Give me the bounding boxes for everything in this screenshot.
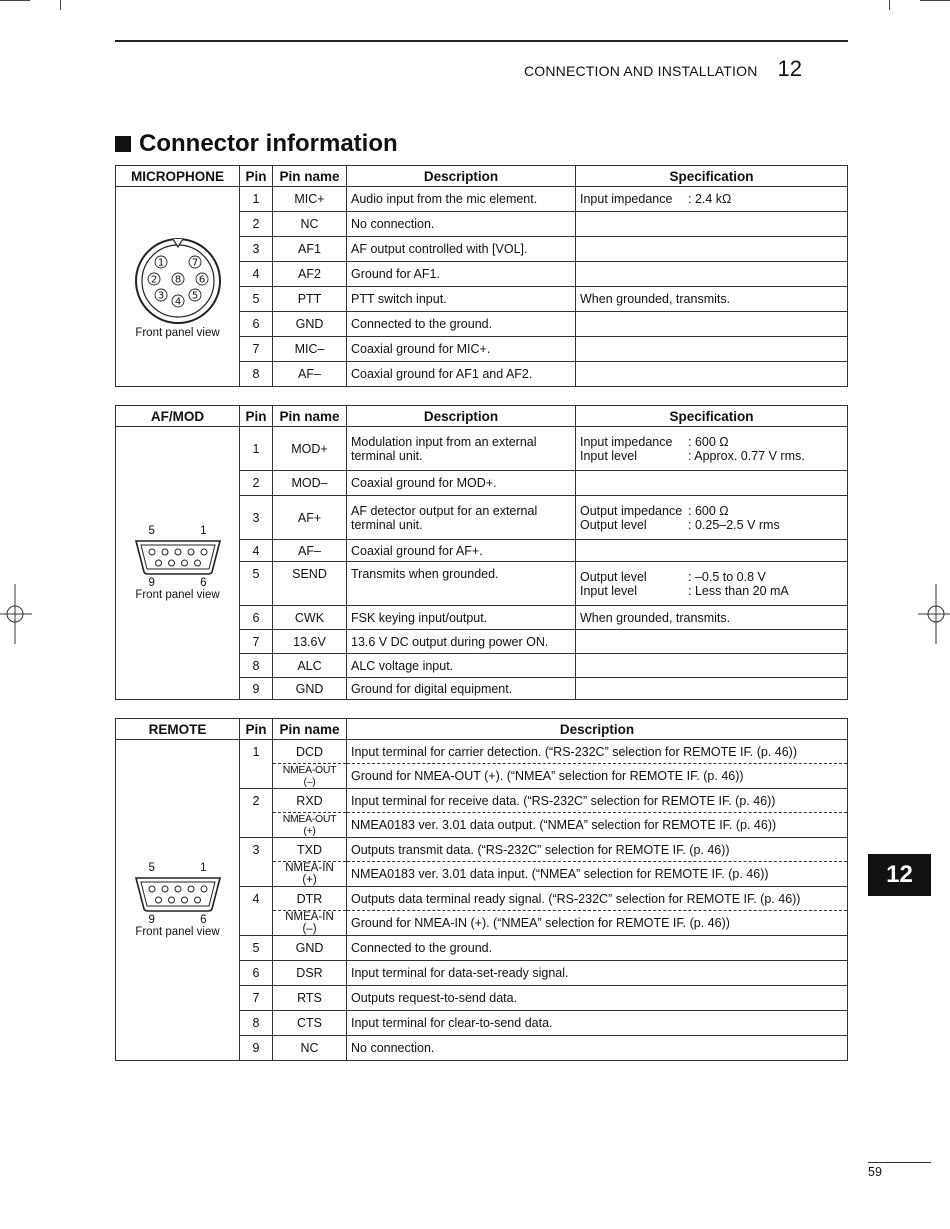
running-header xyxy=(524,56,802,82)
page-heading xyxy=(115,130,398,158)
pin-name: AF– xyxy=(273,540,347,562)
pin-alt-description: Ground for NMEA-IN (+). (“NMEA” selection for REMOTE IF. (p. 46)) xyxy=(347,911,848,936)
pin-description: FSK keying input/output. xyxy=(347,606,576,630)
pin-description: Coaxial ground for AF+. xyxy=(347,540,576,562)
column-header: Pin xyxy=(240,719,273,740)
pin-label: 5 xyxy=(148,862,155,874)
pin-specification xyxy=(576,471,848,496)
spec-key: Input level xyxy=(580,583,637,598)
dsub9-connector-icon xyxy=(132,537,224,577)
pin-specification xyxy=(576,496,848,540)
dsub9-connector-icon xyxy=(132,874,224,914)
pin-label: 4 xyxy=(174,296,181,307)
pin-description: ALC voltage input. xyxy=(347,654,576,678)
chapter-side-tab: 12 xyxy=(868,854,931,896)
spec-value: : 600 Ω xyxy=(688,434,729,449)
pin-label: 3 xyxy=(157,290,164,301)
pin-name: MIC– xyxy=(273,337,347,362)
pin-name: AF+ xyxy=(273,496,347,540)
spec-key: Output level xyxy=(580,517,647,532)
pin-name: NC xyxy=(273,212,347,237)
column-header: AF/MOD xyxy=(116,406,240,427)
pin-description: Outputs request-to-send data. xyxy=(347,986,848,1011)
pin-number: 1 xyxy=(240,427,273,471)
pin-name: RXD xyxy=(273,789,347,813)
pin-number: 9 xyxy=(240,678,273,700)
pin-specification xyxy=(576,427,848,471)
pin-name: CWK xyxy=(273,606,347,630)
pin-label: 7 xyxy=(191,257,198,268)
pin-label: 9 xyxy=(148,577,155,589)
pin-number: 5 xyxy=(240,936,273,961)
spec-value: : Less than 20 mA xyxy=(688,583,789,598)
pin-alt-description: NMEA0183 ver. 3.01 data input. (“NMEA” selection for REMOTE IF. (p. 46)) xyxy=(347,862,848,887)
pin-description: Input terminal for data-set-ready signal. xyxy=(347,961,848,986)
front-panel-view-caption: Front panel view xyxy=(135,326,220,339)
column-header: Description xyxy=(347,166,576,187)
pin-label: 2 xyxy=(150,274,157,285)
pin-specification xyxy=(576,262,848,287)
pin-alt-name: NMEA-OUT (–) xyxy=(273,764,347,789)
pin-name: PTT xyxy=(273,287,347,312)
pin-name: AF– xyxy=(273,362,347,387)
pin-description: Connected to the ground. xyxy=(347,312,576,337)
pin-label: 5 xyxy=(191,290,198,301)
pin-alt-name: NMEA-IN (–) xyxy=(273,911,347,936)
pin-specification xyxy=(576,540,848,562)
microphone-connector-icon xyxy=(133,235,223,327)
front-panel-view-caption: Front panel view xyxy=(135,589,220,601)
pin-name: ALC xyxy=(273,654,347,678)
column-header: Pin name xyxy=(273,719,347,740)
pin-description: Connected to the ground. xyxy=(347,936,848,961)
pin-number: 7 xyxy=(240,986,273,1011)
pin-name: DTR xyxy=(273,887,347,911)
front-panel-view-caption: Front panel view xyxy=(135,926,220,938)
column-header: Description xyxy=(347,719,848,740)
pin-description: Ground for digital equipment. xyxy=(347,678,576,700)
pin-description: Input terminal for receive data. (“RS-232C” selection for REMOTE IF. (p. 46)) xyxy=(347,789,848,813)
page-heading-text: Connector information xyxy=(139,130,398,157)
pin-specification xyxy=(576,678,848,700)
pin-name: SEND xyxy=(273,562,347,606)
pin-number: 9 xyxy=(240,1036,273,1061)
pin-number: 2 xyxy=(240,471,273,496)
table-row xyxy=(116,187,848,212)
dsub-connector xyxy=(123,862,233,926)
pin-description: No connection. xyxy=(347,1036,848,1061)
pin-name: MOD+ xyxy=(273,427,347,471)
pin-label: 5 xyxy=(148,525,155,537)
pin-alt-name: NMEA-OUT (+) xyxy=(273,813,347,838)
pin-specification xyxy=(576,362,848,387)
pin-number: 4 xyxy=(240,540,273,562)
pin-name: NC xyxy=(273,1036,347,1061)
pin-description: 13.6 V DC output during power ON. xyxy=(347,630,576,654)
column-header: Specification xyxy=(576,166,848,187)
table-row xyxy=(116,427,848,471)
column-header: Pin name xyxy=(273,406,347,427)
pin-number: 4 xyxy=(240,262,273,287)
pin-name: DSR xyxy=(273,961,347,986)
pin-label: 1 xyxy=(157,257,164,268)
pin-name: AF1 xyxy=(273,237,347,262)
pin-description: Input terminal for carrier detection. (“RS-232C” selection for REMOTE IF. (p. 46)) xyxy=(347,740,848,764)
pin-description: Audio input from the mic element. xyxy=(347,187,576,212)
pin-name: 13.6V xyxy=(273,630,347,654)
pin-number: 6 xyxy=(240,606,273,630)
pin-description: AF output controlled with [VOL]. xyxy=(347,237,576,262)
pin-label: 6 xyxy=(198,274,205,285)
pin-number: 4 xyxy=(240,887,273,936)
spec-key: Input impedance xyxy=(580,192,673,206)
pin-name: MIC+ xyxy=(273,187,347,212)
crop-mark xyxy=(920,0,950,1)
table-row xyxy=(116,740,848,764)
pin-description: Input terminal for clear-to-send data. xyxy=(347,1011,848,1036)
pin-description: Coaxial ground for AF1 and AF2. xyxy=(347,362,576,387)
section-title: CONNECTION AND INSTALLATION xyxy=(523,63,758,79)
pin-number: 5 xyxy=(240,562,273,606)
pin-specification xyxy=(576,237,848,262)
column-header: MICROPHONE xyxy=(116,166,240,187)
pin-number: 3 xyxy=(240,838,273,887)
spec-value: : 2.4 kΩ xyxy=(688,192,732,206)
table-header xyxy=(116,406,848,427)
pin-description: Coaxial ground for MOD+. xyxy=(347,471,576,496)
registration-mark-icon xyxy=(918,584,950,644)
pin-number: 7 xyxy=(240,337,273,362)
pin-number: 3 xyxy=(240,237,273,262)
pin-specification xyxy=(576,312,848,337)
pin-alt-description: Ground for NMEA-OUT (+). (“NMEA” selection for REMOTE IF. (p. 46)) xyxy=(347,764,848,789)
pin-number: 3 xyxy=(240,496,273,540)
pin-number: 5 xyxy=(240,287,273,312)
pin-number: 2 xyxy=(240,789,273,838)
pin-specification xyxy=(576,212,848,237)
column-header: Pin xyxy=(240,166,273,187)
pin-description: AF detector output for an external terminal unit. xyxy=(347,496,576,540)
pin-description: Outputs data terminal ready signal. (“RS-232C” selection for REMOTE IF. (p. 46)) xyxy=(347,887,848,911)
spec-key: Input impedance xyxy=(580,434,673,449)
pin-name: DCD xyxy=(273,740,347,764)
pin-description: Coaxial ground for MIC+. xyxy=(347,337,576,362)
pin-name: GND xyxy=(273,936,347,961)
spec-key: Output level xyxy=(580,569,647,584)
pin-number: 2 xyxy=(240,212,273,237)
chapter-number: 12 xyxy=(777,56,802,81)
footer-rule xyxy=(868,1162,931,1163)
afmod-table xyxy=(115,405,848,700)
column-header: Pin xyxy=(240,406,273,427)
pin-label: 1 xyxy=(200,862,207,874)
spec-key: Output impedance xyxy=(580,503,683,518)
pin-number: 7 xyxy=(240,630,273,654)
pin-number: 8 xyxy=(240,362,273,387)
spec-value: : –0.5 to 0.8 V xyxy=(688,569,766,584)
pin-label: 1 xyxy=(200,525,207,537)
header-rule xyxy=(115,40,848,42)
pin-specification xyxy=(576,630,848,654)
pin-specification xyxy=(576,654,848,678)
pin-number: 6 xyxy=(240,961,273,986)
pin-number: 8 xyxy=(240,654,273,678)
spec-value: : Approx. 0.77 V rms. xyxy=(688,448,805,463)
spec-key: Input level xyxy=(580,448,637,463)
crop-mark xyxy=(889,0,890,10)
square-bullet-icon xyxy=(115,136,131,152)
registration-mark-icon xyxy=(0,584,32,644)
dsub-connector xyxy=(123,525,233,589)
pin-number: 1 xyxy=(240,740,273,789)
column-header: Specification xyxy=(576,406,848,427)
remote-table xyxy=(115,718,848,1061)
pin-description: PTT switch input. xyxy=(347,287,576,312)
pin-label: 6 xyxy=(200,914,207,926)
pin-description: Ground for AF1. xyxy=(347,262,576,287)
pin-specification: When grounded, transmits. xyxy=(576,606,848,630)
pin-name: RTS xyxy=(273,986,347,1011)
column-header: Pin name xyxy=(273,166,347,187)
afmod-connector-cell xyxy=(116,427,240,700)
pin-name: GND xyxy=(273,678,347,700)
crop-mark xyxy=(60,0,61,10)
microphone-table xyxy=(115,165,848,387)
pin-alt-description: NMEA0183 ver. 3.01 data output. (“NMEA” selection for REMOTE IF. (p. 46)) xyxy=(347,813,848,838)
spec-value: : 0.25–2.5 V rms xyxy=(688,517,780,532)
crop-mark xyxy=(0,0,30,1)
pin-alt-name: NMEA-IN (+) xyxy=(273,862,347,887)
pin-number: 6 xyxy=(240,312,273,337)
pin-name: CTS xyxy=(273,1011,347,1036)
table-header xyxy=(116,166,848,187)
pin-name: GND xyxy=(273,312,347,337)
pin-name: TXD xyxy=(273,838,347,862)
table-header xyxy=(116,719,848,740)
pin-specification: When grounded, transmits. xyxy=(576,287,848,312)
page-number: 59 xyxy=(868,1165,882,1179)
microphone-connector-cell xyxy=(116,187,240,387)
pin-specification xyxy=(576,337,848,362)
pin-name: MOD– xyxy=(273,471,347,496)
pin-description: Outputs transmit data. (“RS-232C” selection for REMOTE IF. (p. 46)) xyxy=(347,838,848,862)
column-header: REMOTE xyxy=(116,719,240,740)
pin-label: 6 xyxy=(200,577,207,589)
column-header: Description xyxy=(347,406,576,427)
pin-description: Transmits when grounded. xyxy=(347,562,576,606)
pin-label: 8 xyxy=(174,274,181,285)
spec-value: : 600 Ω xyxy=(688,503,729,518)
pin-name: AF2 xyxy=(273,262,347,287)
pin-number: 8 xyxy=(240,1011,273,1036)
pin-specification xyxy=(576,187,848,212)
pin-label: 9 xyxy=(148,914,155,926)
remote-connector-cell xyxy=(116,740,240,1061)
pin-number: 1 xyxy=(240,187,273,212)
pin-specification xyxy=(576,562,848,606)
pin-description: No connection. xyxy=(347,212,576,237)
pin-description: Modulation input from an external terminal unit. xyxy=(347,427,576,471)
